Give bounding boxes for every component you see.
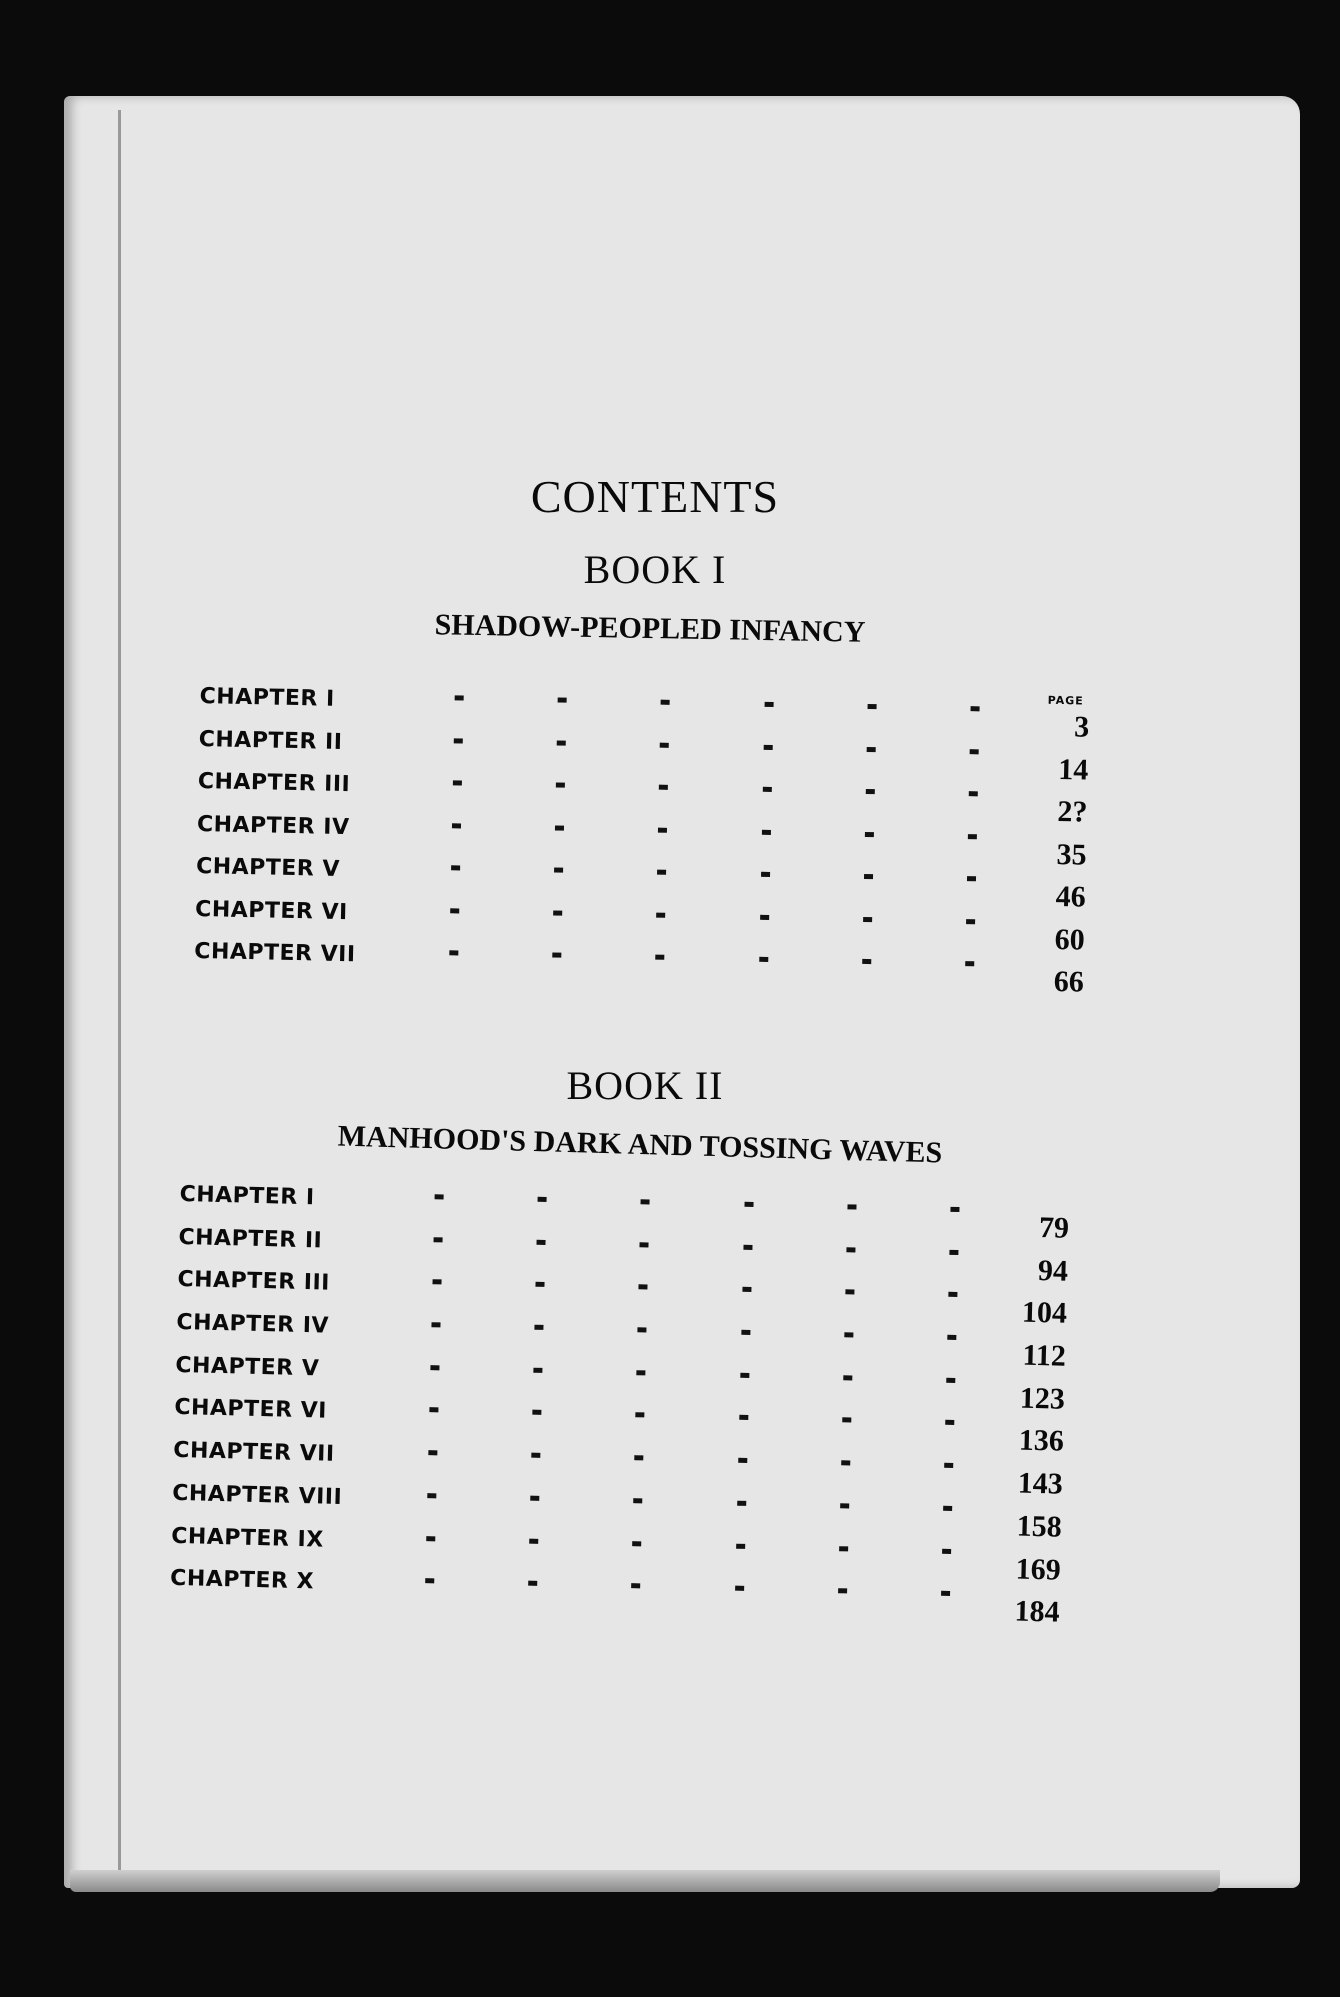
leader-dash [946,1378,955,1383]
leader-dash [635,1455,644,1460]
leader-dash [430,1365,439,1370]
leader-dash [532,1410,541,1415]
leader-dash [449,950,458,955]
leader-dash [761,829,770,834]
leader-dash [656,955,665,960]
leader-dash [945,1420,954,1425]
leader-dash [427,1493,436,1498]
chapter-page-number: 35 [1056,837,1087,872]
book-2-title: BOOK II [566,1063,724,1108]
leader-dash [744,1202,753,1207]
leader-dash [528,1581,537,1586]
chapter-label: CHAPTER X [169,1566,315,1595]
leader-dash [947,1335,956,1340]
dot-leader [431,1322,956,1340]
dot-leader [435,1194,960,1212]
leader-dash [949,1250,958,1255]
leader-dash [530,1495,539,1500]
chapter-label: CHAPTER V [195,853,341,882]
book-page [64,96,1300,1888]
leader-dash [843,1375,852,1380]
leader-dash [633,1541,642,1546]
page-gutter [118,110,121,1870]
chapter-page-number: 94 [1037,1253,1069,1288]
leader-dash [638,1327,647,1332]
leader-dash [432,1280,441,1285]
chapter-label: CHAPTER VI [194,896,348,925]
dot-leader [432,1280,957,1298]
dot-leader [428,1450,953,1468]
chapter-label: CHAPTER I [199,683,335,712]
leader-dash [943,1506,952,1511]
leader-dash [761,872,770,877]
leader-dash [842,1418,851,1423]
leader-dash [425,1578,434,1583]
leader-dash [452,823,461,828]
chapter-label: CHAPTER III [197,768,351,798]
leader-dash [450,908,459,913]
chapter-label: CHAPTER I [179,1181,315,1211]
leader-dash [553,910,562,915]
chapter-label: CHAPTER III [177,1267,331,1297]
leader-dash [558,697,567,702]
leader-dash [950,1207,959,1212]
leader-dash [426,1536,435,1541]
leader-dash [944,1463,953,1468]
leader-dash [552,952,561,957]
leader-dash [631,1583,640,1588]
page-bottom-edge [70,1870,1220,1892]
chapter-label: CHAPTER II [198,726,343,755]
chapter-label: CHAPTER IV [196,811,350,840]
chapter-label: CHAPTER VIII [171,1480,343,1510]
leader-dash [556,782,565,787]
dot-leader [429,1408,954,1426]
contents-title: CONTENTS [530,471,780,522]
leader-dash [740,1372,749,1377]
leader-dash [429,1408,438,1413]
leader-dash [862,959,871,964]
leader-dash [657,870,666,875]
dot-leader [454,738,979,754]
leader-dash [535,1325,544,1330]
dot-leader [449,950,974,966]
leader-dash [838,1588,847,1593]
book-1-subtitle: SHADOW-PEOPLED INFANCY [434,608,866,649]
leader-dash [661,700,670,705]
leader-dash [555,825,564,830]
leader-dash [968,834,977,839]
leader-dash [736,1543,745,1548]
dot-leader [426,1536,951,1554]
chapter-label: CHAPTER II [178,1224,323,1254]
chapter-page-number: 136 [1018,1424,1065,1459]
chapter-page-number: 184 [1014,1594,1061,1629]
book-2-chapter-list [169,1178,1070,1629]
leader-dash [428,1450,437,1455]
dot-leader [451,865,976,881]
chapter-page-number: 3 [1073,710,1090,744]
dot-leader [452,823,977,839]
leader-dash [847,1204,856,1209]
leader-dash [529,1538,538,1543]
leader-dash [845,1290,854,1295]
leader-dash [759,957,768,962]
dot-leader [434,1237,959,1255]
leader-dash [636,1413,645,1418]
leader-dash [839,1546,848,1551]
leader-dash [557,740,566,745]
leader-dash [966,919,975,924]
leader-dash [760,914,769,919]
leader-dash [866,746,875,751]
leader-dash [741,1330,750,1335]
leader-dash [657,912,666,917]
chapter-page-number: 123 [1019,1381,1066,1416]
leader-dash [431,1322,440,1327]
chapter-page-number: 14 [1057,752,1089,787]
chapter-page-number: 158 [1016,1509,1063,1544]
chapter-label: CHAPTER V [175,1352,320,1382]
book-1-chapter-list [194,680,1090,999]
leader-dash [735,1586,744,1591]
chapter-page-number: 112 [1022,1338,1067,1373]
leader-dash [538,1197,547,1202]
chapter-page-number: 2? [1057,794,1088,829]
leader-dash [941,1591,950,1596]
leader-dash [537,1239,546,1244]
chapter-label: CHAPTER IV [176,1310,330,1339]
dot-leader [455,695,980,711]
dot-leader [425,1578,950,1596]
leader-dash [970,706,979,711]
leader-dash [865,831,874,836]
leader-dash [764,702,773,707]
chapter-label: CHAPTER VI [174,1395,328,1425]
leader-dash [970,749,979,754]
leader-dash [554,867,563,872]
leader-dash [739,1415,748,1420]
leader-dash [846,1247,855,1252]
leader-dash [867,704,876,709]
leader-dash [863,916,872,921]
leader-dash [866,789,875,794]
leader-dash [641,1199,650,1204]
leader-dash [942,1548,951,1553]
leader-dash [738,1458,747,1463]
book-2-subtitle: MANHOOD'S DARK AND TOSSING WAVES [337,1119,943,1170]
leader-dash [965,961,974,966]
chapter-label: CHAPTER VII [194,938,356,968]
leader-dash [640,1242,649,1247]
leader-dash [742,1287,751,1292]
leader-dash [634,1498,643,1503]
leader-dash [969,791,978,796]
page-column-label: PAGE [1047,693,1084,708]
chapter-page-number: 143 [1017,1466,1064,1501]
leader-dash [434,1237,443,1242]
leader-dash [639,1285,648,1290]
dot-leader [430,1365,955,1383]
chapter-label: CHAPTER VII [173,1438,335,1467]
leader-dash [455,695,464,700]
leader-dash [453,780,462,785]
leader-dash [743,1244,752,1249]
dot-leader [427,1493,952,1511]
leader-dash [658,827,667,832]
leader-dash [536,1282,545,1287]
chapter-page-number: 104 [1021,1295,1068,1331]
leader-dash [637,1370,646,1375]
leader-dash [841,1460,850,1465]
leader-dash [737,1501,746,1506]
leader-dash [948,1292,957,1297]
leader-dash [864,874,873,879]
chapter-page-number: 169 [1015,1552,1062,1587]
chapter-page-number: 60 [1054,922,1086,957]
leader-dash [451,865,460,870]
chapter-page-number: 79 [1038,1211,1070,1245]
leader-dash [531,1453,540,1458]
chapter-page-number: 46 [1055,879,1086,914]
leader-dash [967,876,976,881]
chapter-page-number: 66 [1053,964,1085,999]
chapter-label: CHAPTER IX [170,1523,325,1553]
leader-dash [762,787,771,792]
leader-dash [435,1194,444,1199]
dot-leader [450,908,975,924]
dot-leader [453,780,978,796]
leader-dash [763,744,772,749]
leader-dash [840,1503,849,1508]
leader-dash [660,742,669,747]
leader-dash [659,785,668,790]
book-1-title: BOOK I [583,547,727,592]
leader-dash [844,1332,853,1337]
leader-dash [454,738,463,743]
leader-dash [534,1367,543,1372]
